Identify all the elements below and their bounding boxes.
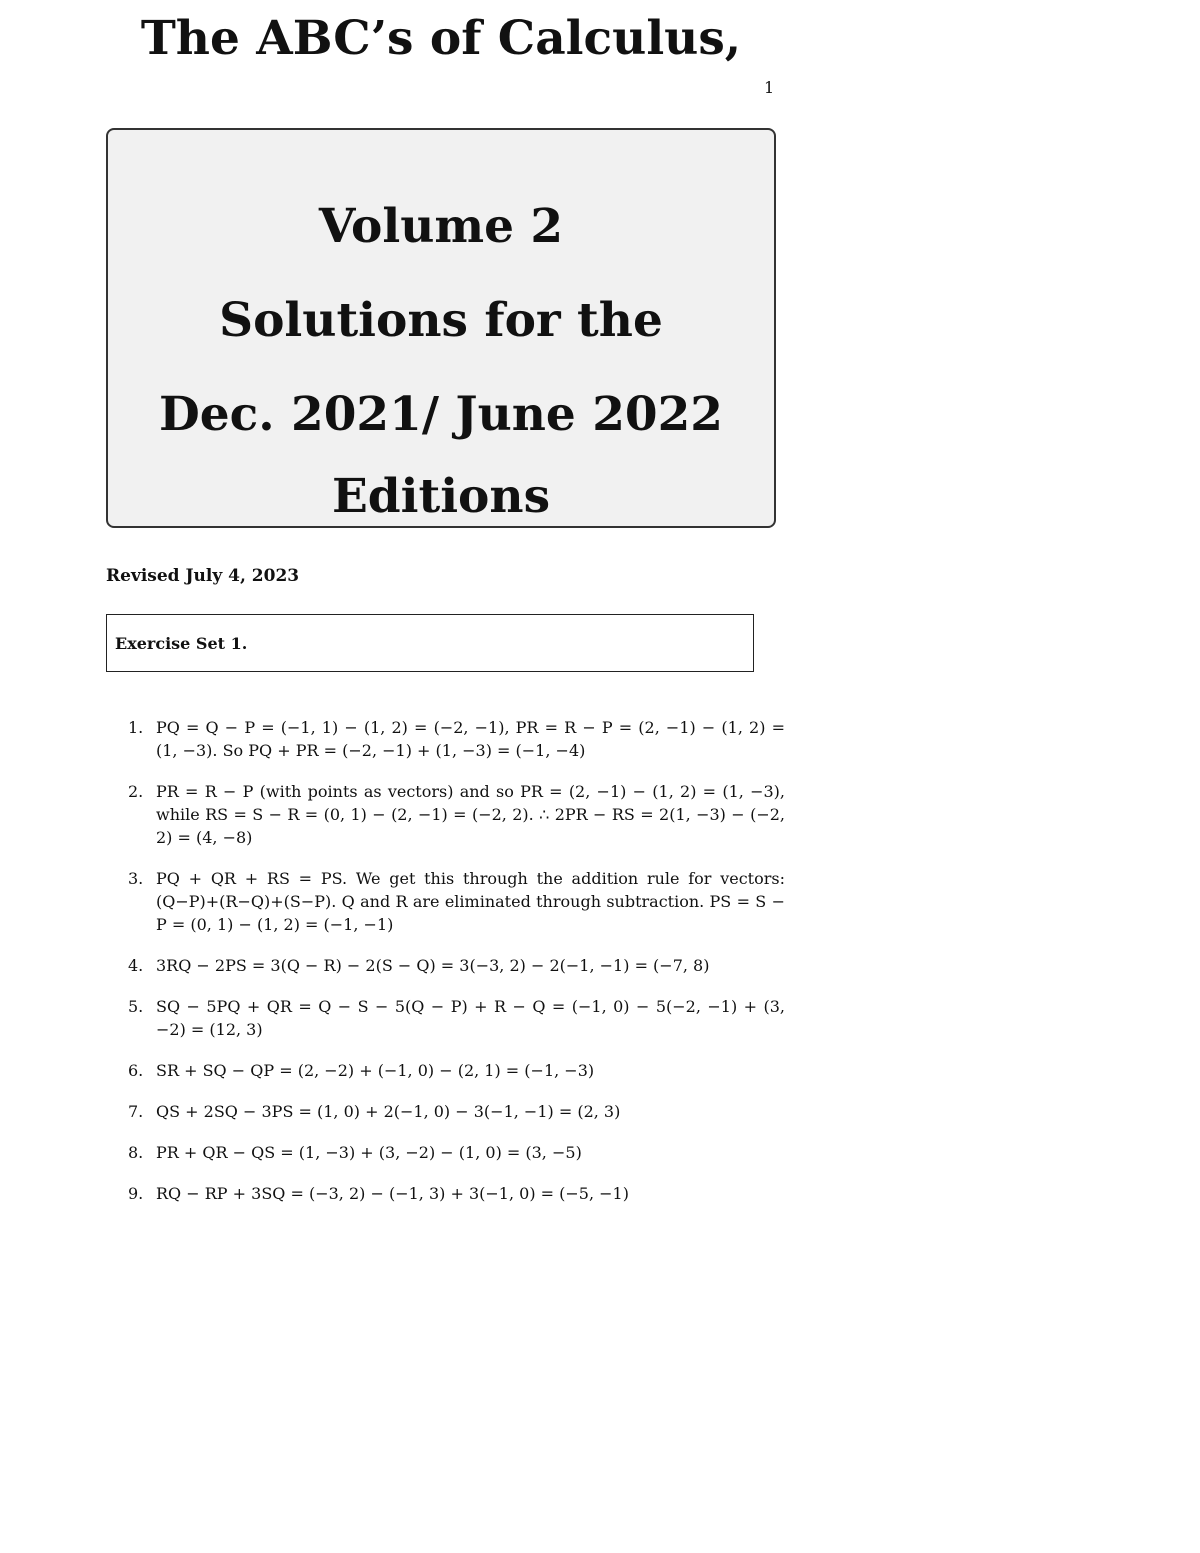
exercise-set-box — [106, 614, 754, 672]
list-item — [120, 1141, 785, 1164]
page-number: 1 — [764, 78, 775, 97]
title-line-4: Dec. 2021/ June 2022 — [159, 387, 723, 442]
list-item — [120, 995, 785, 1041]
item-text: 3RQ − 2PS = 3(Q − R) − 2(S − Q) = 3(−3, 2) − 2(−1, −1) = (−7, 8) — [156, 956, 710, 975]
list-item — [120, 1059, 785, 1082]
title-line-5: Editions — [331, 469, 551, 524]
item-number: 4. — [128, 956, 144, 975]
item-text: PR + QR − QS = (1, −3) + (3, −2) − (1, 0) = (3, −5) — [156, 1143, 582, 1162]
item-number: 7. — [128, 1102, 144, 1121]
item-text: QS + 2SQ − 3PS = (1, 0) + 2(−1, 0) − 3(−1, −1) = (2, 3) — [156, 1102, 621, 1121]
list-item — [120, 867, 785, 936]
item-number: 9. — [128, 1184, 144, 1203]
item-number: 3. — [128, 869, 144, 888]
item-number: 8. — [128, 1143, 144, 1162]
list-item — [120, 954, 785, 977]
list-item — [120, 716, 785, 762]
item-text: PQ = Q − P = (−1, 1) − (1, 2) = (−2, −1), PR = R − P = (2, −1) − (1, 2) = (1, −3). So PQ + PR = (−2, −1) + (1, −3) = (−1, −4) — [156, 718, 785, 760]
revised-date: Revised July 4, 2023 — [106, 566, 300, 586]
item-text: PR = R − P (with points as vectors) and so PR = (2, −1) − (1, 2) = (1, −3), while RS = S − R = (0, 1) − (2, −1) = (−2, 2). ∴ 2PR − RS = 2(1, −3) − (−2, 2) = (4, −8) — [156, 782, 785, 847]
item-number: 5. — [128, 997, 144, 1016]
list-item — [120, 1182, 785, 1205]
item-text: SR + SQ − QP = (2, −2) + (−1, 0) − (2, 1) = (−1, −3) — [156, 1061, 595, 1080]
list-item — [120, 1100, 785, 1123]
item-text: PQ + QR + RS = PS. We get this through the addition rule for vectors: (Q−P)+(R−Q)+(S−P). Q and R are eliminated through subtraction. PS = S − P = (0, 1) − (1, 2) = (−1, −1) — [156, 869, 785, 934]
title-box — [106, 11, 776, 528]
item-number: 1. — [128, 718, 144, 737]
solution-list — [120, 716, 785, 1223]
item-number: 6. — [128, 1061, 144, 1080]
list-item — [120, 780, 785, 849]
title-line-2: Volume 2 — [318, 199, 564, 254]
title-line-1: The ABC’s of Calculus, — [140, 11, 742, 66]
item-number: 2. — [128, 782, 144, 801]
item-text: SQ − 5PQ + QR = Q − S − 5(Q − P) + R − Q = (−1, 0) − 5(−2, −1) + (3, −2) = (12, 3) — [156, 997, 785, 1039]
exercise-set-heading: Exercise Set 1. — [115, 634, 248, 653]
title-line-3: Solutions for the — [219, 293, 663, 348]
item-text: RQ − RP + 3SQ = (−3, 2) − (−1, 3) + 3(−1, 0) = (−5, −1) — [156, 1184, 629, 1203]
